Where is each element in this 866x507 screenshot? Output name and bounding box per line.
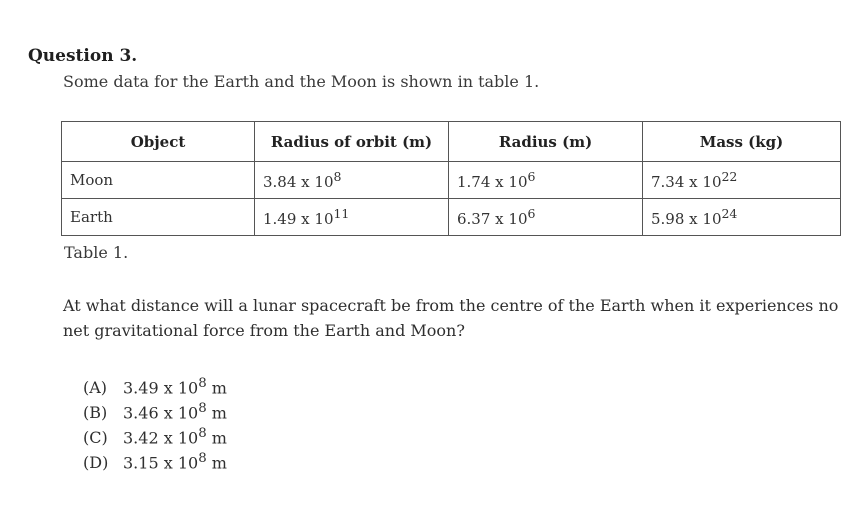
header-radius: Radius (m): [449, 122, 643, 162]
header-mass: Mass (kg): [643, 122, 841, 162]
cell-object: Moon: [62, 162, 255, 199]
table-row: [62, 162, 841, 199]
option-b[interactable]: (B) 3.46 x $10^8$ m: [83, 396, 227, 421]
cell-mass: 7.34 x $10^{22}$: [643, 162, 841, 199]
cell-mass: 5.98 x $10^{24}$: [643, 199, 841, 236]
data-table: [61, 121, 841, 236]
answer-options: [83, 371, 227, 471]
cell-radius: 6.37 x $10^6$: [449, 199, 643, 236]
cell-radius: 1.74 x $10^6$: [449, 162, 643, 199]
option-c[interactable]: (C) 3.42 x $10^8$ m: [83, 421, 227, 446]
cell-orbit: 3.84 x $10^8$: [255, 162, 449, 199]
table-header-row: [62, 122, 841, 162]
question-intro: Some data for the Earth and the Moon is shown in table 1.: [63, 72, 540, 91]
option-letter: (C): [83, 428, 108, 448]
table-row: [62, 199, 841, 236]
option-letter: (D): [83, 453, 109, 473]
cell-orbit: 1.49 x $10^{11}$: [255, 199, 449, 236]
header-object: Object: [62, 122, 255, 162]
question-title: Question 3.: [28, 46, 138, 66]
header-radius-of-orbit: Radius of orbit (m): [255, 122, 449, 162]
option-d[interactable]: (D) 3.15 x $10^8$ m: [83, 446, 227, 471]
option-letter: (B): [83, 403, 108, 423]
option-letter: (A): [83, 378, 108, 398]
cell-object: Earth: [62, 199, 255, 236]
option-a[interactable]: (A) 3.49 x $10^8$ m: [83, 371, 227, 396]
table-caption: Table 1.: [64, 243, 129, 262]
question-prompt: At what distance will a lunar spacecraft be from the centre of the Earth when it experiences no net gravitational force from the Earth and Moon?: [63, 296, 839, 340]
